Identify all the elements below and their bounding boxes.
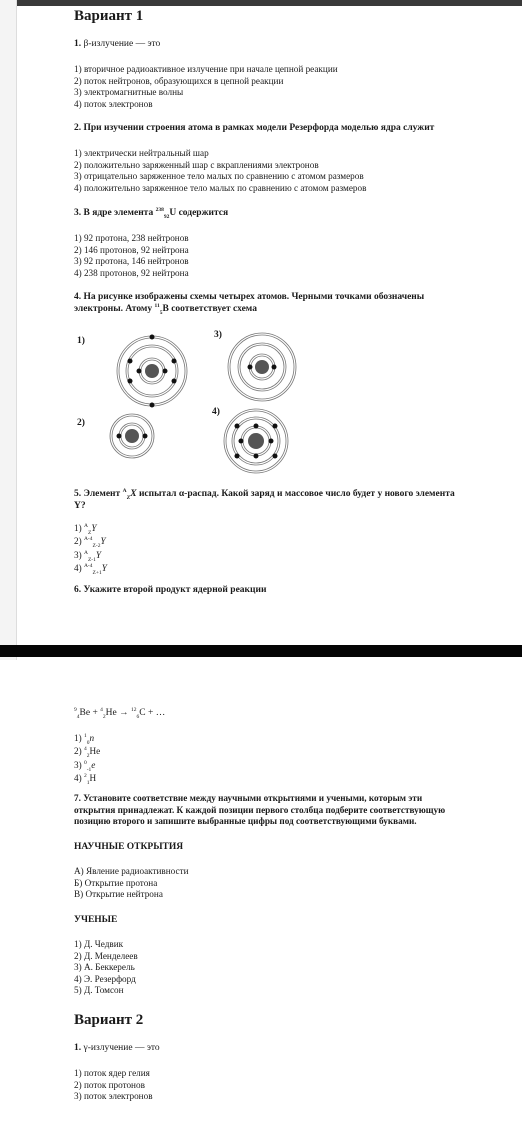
atom-diagram-4 [222, 407, 290, 475]
question-5-line-2: Y? [74, 501, 86, 511]
option: 1) поток ядер гелия [74, 1068, 150, 1078]
discoveries-list [74, 866, 189, 901]
page-break-bar [0, 645, 522, 657]
atom-diagram-3 [226, 331, 298, 403]
question-3: 3. В ядре элемента $^{238}_{92}$U содержится [74, 207, 229, 221]
list-item: 5) Д. Томсон [74, 985, 124, 996]
option: 4) $^{A-4}_{Z+1}$Y [74, 562, 107, 576]
question-2-options [74, 148, 366, 194]
window-top-bar [0, 0, 522, 6]
option: 4) 238 протонов, 92 нейтрона [74, 267, 189, 278]
atom-label-3: 3) [214, 330, 222, 340]
option: 1) электрически нейтральный шар [74, 148, 209, 158]
question-3-options [74, 233, 189, 279]
variant-2-question-1-options [74, 1068, 153, 1103]
option: 1) 92 протона, 238 нейтронов [74, 233, 189, 243]
list-item: Б) Открытие протона [74, 877, 158, 888]
option: 2) $^4_2$He [74, 746, 101, 760]
option: 4) положительно заряженное тело малых по сравнению с атомом размеров [74, 182, 367, 193]
atom-label-1: 1) [77, 336, 85, 346]
variant-2-question-1: 1. γ-излучение — это [74, 1043, 160, 1053]
option: 3) 92 протона, 146 нейтронов [74, 256, 189, 267]
question-4-line-2: электроны. Атому $^{11}_5$B соответствует схема [74, 303, 257, 317]
list-item: 4) Э. Резерфорд [74, 973, 136, 984]
variant-2-title: Вариант 2 [74, 1012, 144, 1028]
option: 1) $^1_0$n [74, 732, 95, 746]
list-item: А) Явление радиоактивности [74, 866, 189, 876]
question-1: 1. β-излучение — это [74, 39, 161, 49]
option: 2) поток нейтронов, образующихся в цепной реакции [74, 75, 284, 86]
option: 3) поток электронов [74, 1091, 153, 1102]
variant-1-title: Вариант 1 [74, 8, 144, 24]
option: 3) отрицательно заряженное тело малых по сравнению с атомом размеров [74, 171, 364, 182]
atom-diagram-1 [114, 333, 190, 409]
page-left-margin [0, 0, 17, 660]
option: 2) 146 протонов, 92 нейтрона [74, 244, 189, 255]
list-item: 2) Д. Менделеев [74, 950, 138, 961]
option: 4) $^2_1$H [74, 772, 97, 786]
option: 3) $^A_{Z-1}$Y [74, 549, 102, 563]
atom-diagram-2 [109, 413, 155, 459]
question-4-line-1: 4. На рисунке изображены схемы четырех атомов. Черными точками обозначены [74, 292, 425, 302]
option: 3) электромагнитные волны [74, 87, 184, 98]
option: 2) положительно заряженный шар с вкраплениями электронов [74, 159, 319, 170]
atom-label-2: 2) [77, 418, 85, 428]
question-5-options [74, 523, 107, 576]
question-5-line-1: 5. Элемент $^A_Z$X испытал α-распад. Какой заряд и массовое число будет у нового элемента [74, 488, 455, 502]
question-6: 6. Укажите второй продукт ядерной реакции [74, 585, 267, 595]
question-2: 2. При изучении строения атома в рамках модели Резерфорда моделью ядра служит [74, 123, 435, 133]
option: 1) вторичное радиоактивное излучение при начале цепной реакции [74, 64, 338, 74]
scientists-list [74, 939, 138, 997]
scientists-heading: УЧЕНЫЕ [74, 915, 118, 925]
discoveries-heading: НАУЧНЫЕ ОТКРЫТИЯ [74, 842, 184, 852]
option: 1) $^A_Z$Y [74, 522, 97, 536]
option: 3) $^0_{-1}$e [74, 759, 96, 773]
question-1-options [74, 64, 338, 110]
option: 2) поток протонов [74, 1079, 145, 1090]
option: 4) поток электронов [74, 98, 153, 109]
option: 2) $^{A-4}_{Z-2}$Y [74, 536, 106, 550]
list-item: 1) Д. Чедвик [74, 939, 124, 949]
question-7: 7. Установите соответствие между научными открытиями и учеными, которым эти открытия принадлежат. К каждой позиции первого столбца подберите соответствующую позицию второго и запишите выбранные цифры под соответствующими буквами. [74, 793, 446, 827]
atom-label-4: 4) [212, 407, 220, 417]
question-6-options [74, 733, 100, 786]
list-item: В) Открытие нейтрона [74, 889, 163, 900]
list-item: 3) А. Беккерель [74, 962, 135, 973]
nuclear-reaction: $^9_4$Be + $^4_2$He → $^{12}_6$C + … [74, 707, 166, 721]
